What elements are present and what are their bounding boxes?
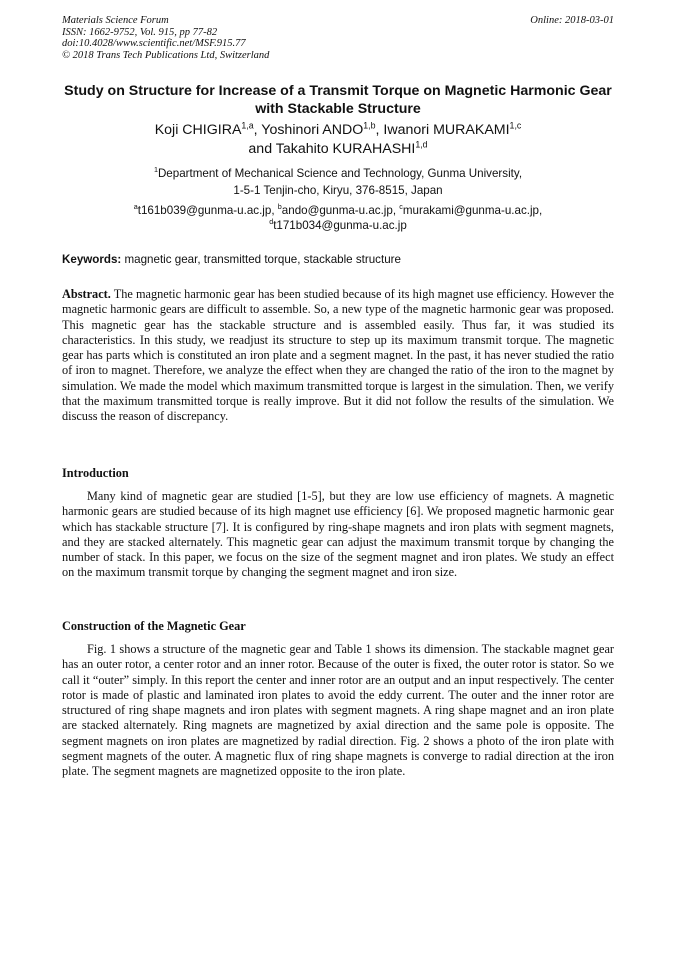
author-affiliation-mark: 1,c bbox=[509, 120, 522, 131]
email-address[interactable]: t161b039@gunma-u.ac.jp bbox=[137, 204, 272, 217]
author-separator: , bbox=[375, 122, 384, 138]
keywords bbox=[62, 252, 614, 267]
author-affiliation-mark: 1,a bbox=[241, 120, 254, 131]
abstract-text: The magnetic harmonic gear has been studied because of its high magnet use efficiency. However the magnetic harmonic gears are difficult to assemble. So, a new type of the magnetic harmonic gear was proposed. This magnetic gear has the stackable structure and is assembled easily. Thus far, it was studied its characteristics. In this study, we readjust its structure to step up its maximum transmit torque. The magnetic gear has parts which is constituted an iron plate and a segment magnet. In the past, it has never studied the ratio of iron to magnet. Therefore, we analyze the effect when they are changed the ratio of the iron to the magnet by simulation. We made the model which maximum transmitted torque is largest in the simulation. Then, we verify that the maximum transmitted torque is really improve. But it did not follow the results of the simulation. We discuss the reason of discrepancy. bbox=[62, 287, 614, 424]
author-line-1 bbox=[62, 121, 614, 140]
keywords-label: Keywords: bbox=[62, 253, 122, 266]
author-name: Koji CHIGIRA bbox=[154, 122, 242, 138]
author-name: and Takahito KURAHASHI bbox=[248, 141, 416, 157]
email-line-2 bbox=[62, 218, 614, 233]
author-affiliation-mark: 1,d bbox=[415, 139, 428, 150]
section-body-introduction: Many kind of magnetic gear are studied [1-5], but they are low use efficiency of magnets. A magnetic harmonic gears are studied because of its high magnet use efficiency [6]. We proposed magnetic harmonic gear which has stackable structure [7]. It is configured by ring-shape magnets and iron plats with segment magnets, and they are stacked alternately. This magnetic gear can adjust the maximum transmit torque by changing the number of stack. In this paper, we focus on the size of the segment magnet and iron plates. We study an effect on the maximum transmit torque by changing the segment magnet and iron size. bbox=[62, 489, 614, 580]
email-separator: , bbox=[271, 204, 278, 217]
affiliation-department: Department of Mechanical Science and Technology, Gunma University, bbox=[157, 167, 523, 180]
abstract bbox=[62, 287, 614, 425]
email-address[interactable]: murakami@gunma-u.ac.jp bbox=[402, 204, 540, 217]
author-separator: , bbox=[253, 122, 262, 138]
email-mark: a bbox=[133, 202, 138, 212]
online-date: Online: 2018-03-01 bbox=[530, 15, 614, 26]
journal-header bbox=[62, 15, 269, 62]
email-address[interactable]: t171b034@gunma-u.ac.jp bbox=[273, 219, 407, 232]
email-address[interactable]: ando@gunma-u.ac.jp bbox=[281, 204, 393, 217]
section-heading-construction: Construction of the Magnetic Gear bbox=[62, 619, 246, 633]
copyright-line: © 2018 Trans Tech Publications Ltd, Switzerland bbox=[62, 50, 270, 62]
paper-title: Study on Structure for Increase of a Transmit Torque on Magnetic Harmonic Gear with Stackable Structure bbox=[64, 83, 612, 117]
section-body-construction: Fig. 1 shows a structure of the magnetic gear and Table 1 shows its dimension. The stackable magnet gear has an outer rotor, a center rotor and an inner rotor. Because of the outer is fixed, the outer rotor is stator. So we call it “outer” simply. In this report the center and inner rotor are an output and an input respectively. The center rotor is made of plastic and laminated iron plates to avoid the eddy current. The outer and the inner rotor are structured of ring shape magnets and iron plates with segment magnets. A ring shape magnet and an iron plate are stacked alternately. Ring magnets are magnetized by axial direction and the same pole is opposite. The segment magnets on iron plates are magnetized by radial direction. Fig. 2 shows a photo of the iron plate with segment magnets of the outer. A magnetic flux of ring shape magnets is converge to radial direction at the iron plate. The segment magnets are magnetized opposite to the iron plate. bbox=[62, 642, 614, 779]
affiliation bbox=[62, 166, 614, 199]
email-separator: , bbox=[392, 204, 400, 217]
issn-line: ISSN: 1662-9752, Vol. 915, pp 77-82 bbox=[62, 26, 218, 38]
affiliation-line-1 bbox=[62, 166, 614, 183]
keywords-text: magnetic gear, transmitted torque, stackable structure bbox=[121, 253, 401, 266]
email-mark: c bbox=[399, 202, 403, 212]
affiliation-address: 1-5-1 Tenjin-cho, Kiryu, 376-8515, Japan bbox=[233, 183, 443, 197]
section-heading-introduction: Introduction bbox=[62, 466, 129, 480]
doi-line[interactable]: doi:10.4028/www.scientific.net/MSF.915.77 bbox=[62, 38, 246, 50]
email-separator: , bbox=[539, 204, 543, 217]
affiliation-mark: 1 bbox=[153, 165, 158, 175]
email-line-1 bbox=[62, 203, 614, 218]
author-line-2 bbox=[62, 140, 614, 159]
journal-name: Materials Science Forum bbox=[62, 15, 169, 26]
author-list bbox=[62, 121, 614, 159]
abstract-label: Abstract. bbox=[62, 287, 111, 301]
email-mark: d bbox=[269, 217, 274, 227]
email-mark: b bbox=[277, 202, 282, 212]
author-affiliation-mark: 1,b bbox=[363, 120, 376, 131]
email-list bbox=[62, 203, 614, 233]
author-name: Iwanori MURAKAMI bbox=[383, 122, 510, 138]
author-name: Yoshinori ANDO bbox=[261, 122, 364, 138]
